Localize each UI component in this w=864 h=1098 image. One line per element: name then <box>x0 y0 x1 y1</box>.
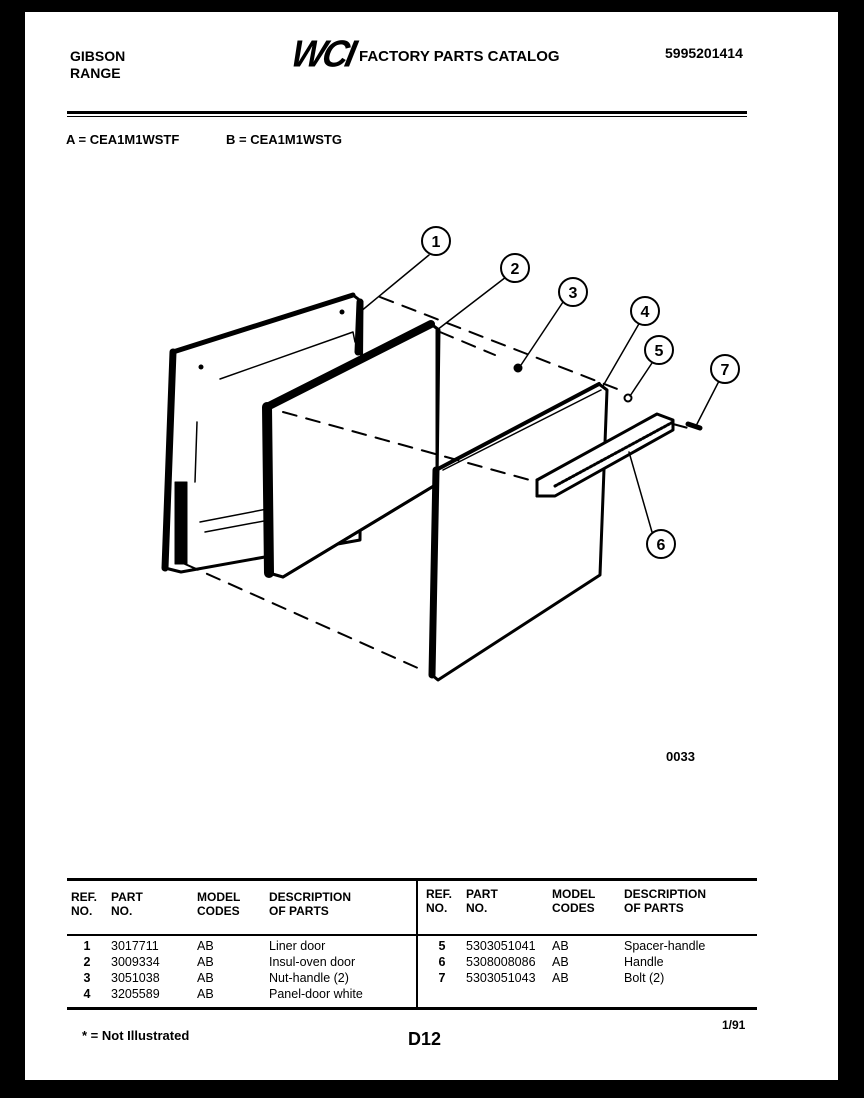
brand-line-2: RANGE <box>70 65 121 81</box>
callout-3: 3 <box>568 285 578 302</box>
door-panel-drawing <box>432 384 607 680</box>
table-row: 5 5303051041 AB Spacer-handle <box>438 939 706 953</box>
callout-2: 2 <box>510 261 520 278</box>
parts-table-divider <box>416 878 418 1007</box>
header-description: DESCRIPTION OF PARTS <box>624 887 707 915</box>
catalog-title: FACTORY PARTS CATALOG <box>358 47 560 65</box>
brand-line-1: GIBSON <box>70 48 126 64</box>
callout-4: 4 <box>640 304 650 321</box>
bolt-drawing <box>688 424 700 428</box>
header-description: DESCRIPTION OF PARTS <box>269 890 352 918</box>
table-row: 6 5308008086 AB Handle <box>438 955 664 969</box>
header-part-no: PART NO. <box>111 890 143 918</box>
exploded-parts-diagram <box>25 12 838 792</box>
callout-7: 7 <box>720 362 730 379</box>
catalog-number: 5995201414 <box>665 45 743 61</box>
callout-1: 1 <box>431 234 441 251</box>
header-ref-no: REF. NO. <box>71 890 98 918</box>
table-header-row <box>67 881 415 926</box>
callout-6: 6 <box>656 537 666 554</box>
figure-code: 0033 <box>666 749 695 764</box>
table-row: 1 3017711 AB Liner door <box>83 939 326 953</box>
parts-table-left <box>67 881 415 1002</box>
table-header-row <box>422 878 757 923</box>
table-row: 2 3009334 AB Insul-oven door <box>83 955 356 969</box>
catalog-page <box>25 12 838 1080</box>
header-ref-no: REF. NO. <box>426 887 453 915</box>
table-row: 3 3051038 AB Nut-handle (2) <box>83 971 349 985</box>
page-id: D12 <box>408 1029 442 1049</box>
callout-5: 5 <box>654 343 664 360</box>
header-model-codes: MODEL CODES <box>197 890 241 918</box>
model-a-label: A = CEA1M1WSTF <box>66 132 180 147</box>
revision-date: 1/91 <box>722 1018 746 1032</box>
table-row: 7 5303051043 AB Bolt (2) <box>438 971 665 985</box>
header-model-codes: MODEL CODES <box>552 887 596 915</box>
model-b-label: B = CEA1M1WSTG <box>226 132 342 147</box>
table-row: 4 3205589 AB Panel-door white <box>83 987 363 1001</box>
parts-table-right <box>422 878 757 986</box>
wci-logo: WCI <box>287 31 358 75</box>
header-part-no: PART NO. <box>466 887 498 915</box>
footnote-not-illustrated: * = Not Illustrated <box>82 1028 190 1043</box>
